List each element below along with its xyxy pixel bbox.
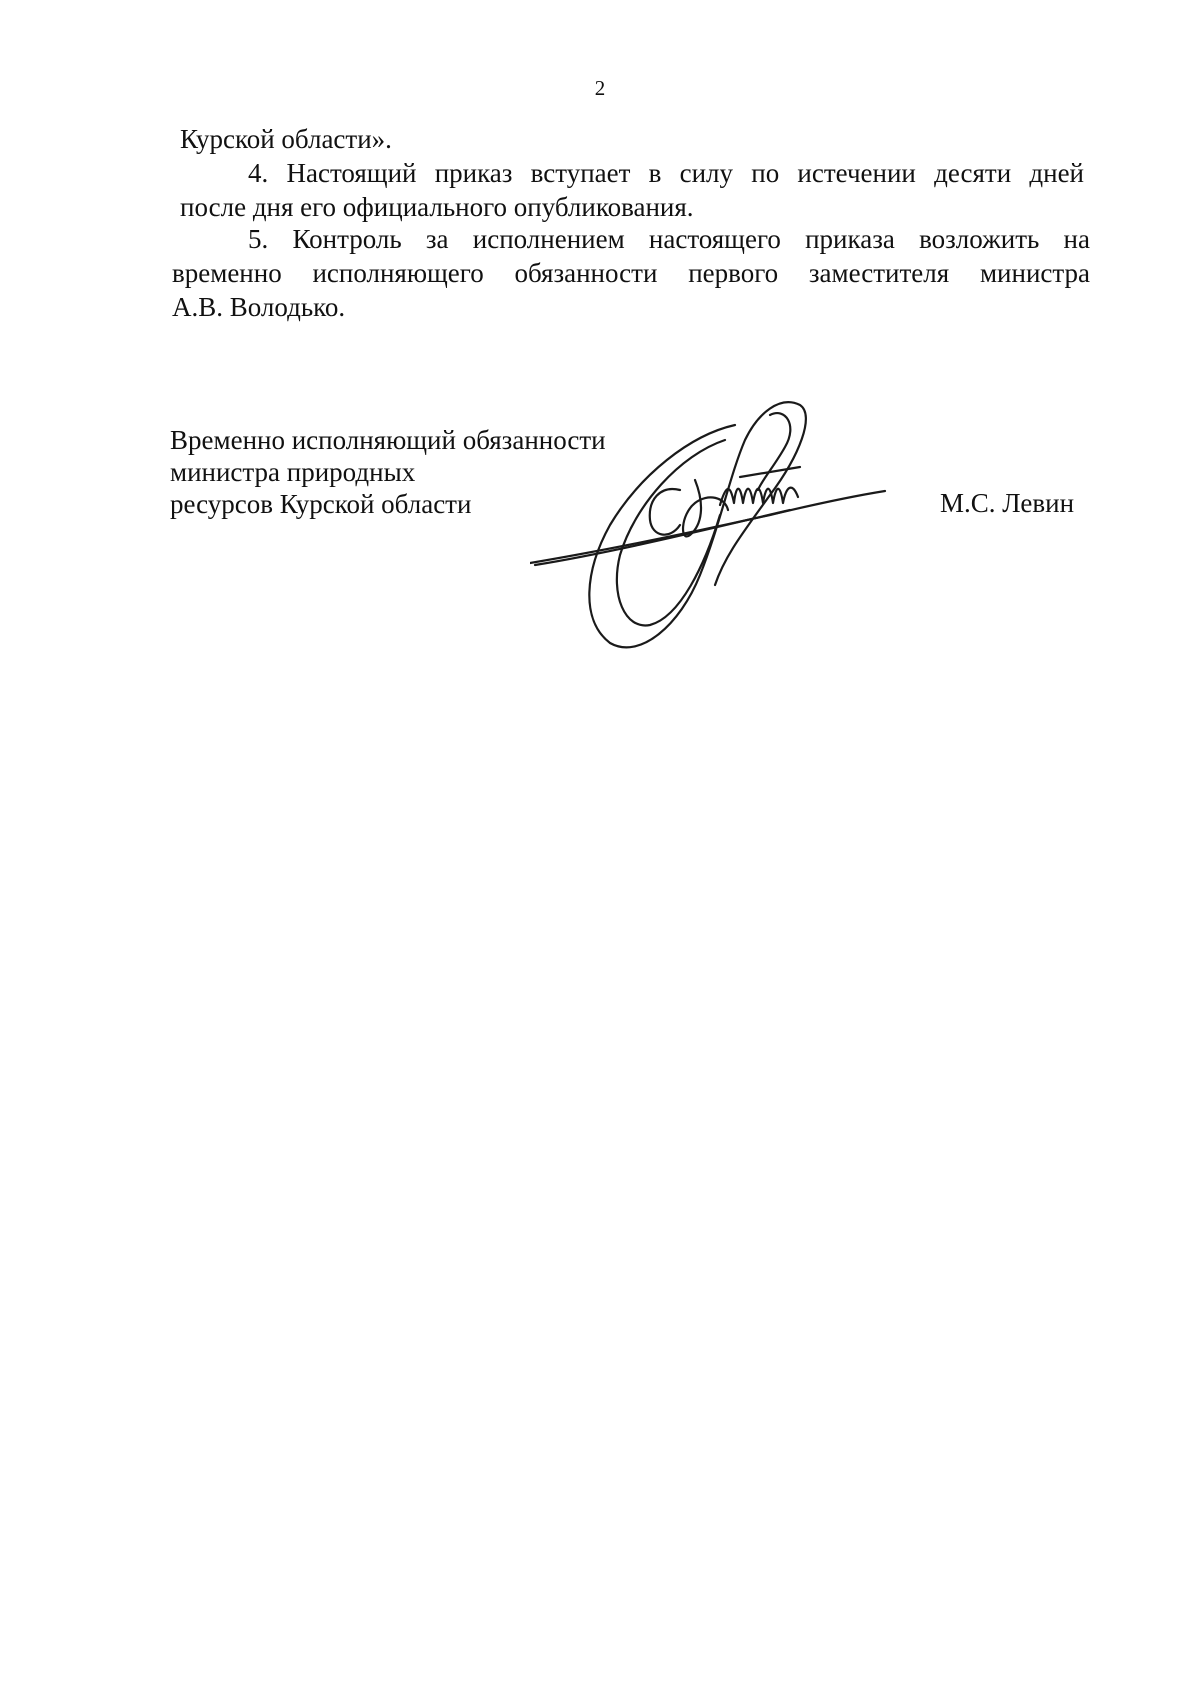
position-line-2: министра природных <box>170 457 416 487</box>
paragraph-5-line-3: А.В. Володько. <box>172 292 346 322</box>
page-number: 2 <box>594 76 606 100</box>
paragraph-4-line-1: 4. Настоящий приказ вступает в силу по истечении десяти дней <box>248 158 1084 188</box>
paragraph-4-line-2: после дня его официального опубликования. <box>180 192 694 222</box>
signer-name: М.С. Левин <box>940 488 1075 518</box>
position-line-3: ресурсов Курской области <box>170 489 472 519</box>
paragraph-5-line-2: временно исполняющего обязанности первого заместителя министра <box>172 258 1090 288</box>
paragraph-3-tail: Курской области». <box>180 124 392 154</box>
paragraph-5-line-1: 5. Контроль за исполнением настоящего приказа возложить на <box>248 224 1090 254</box>
handwritten-signature <box>530 385 900 655</box>
position-line-1: Временно исполняющий обязанности <box>170 425 606 455</box>
